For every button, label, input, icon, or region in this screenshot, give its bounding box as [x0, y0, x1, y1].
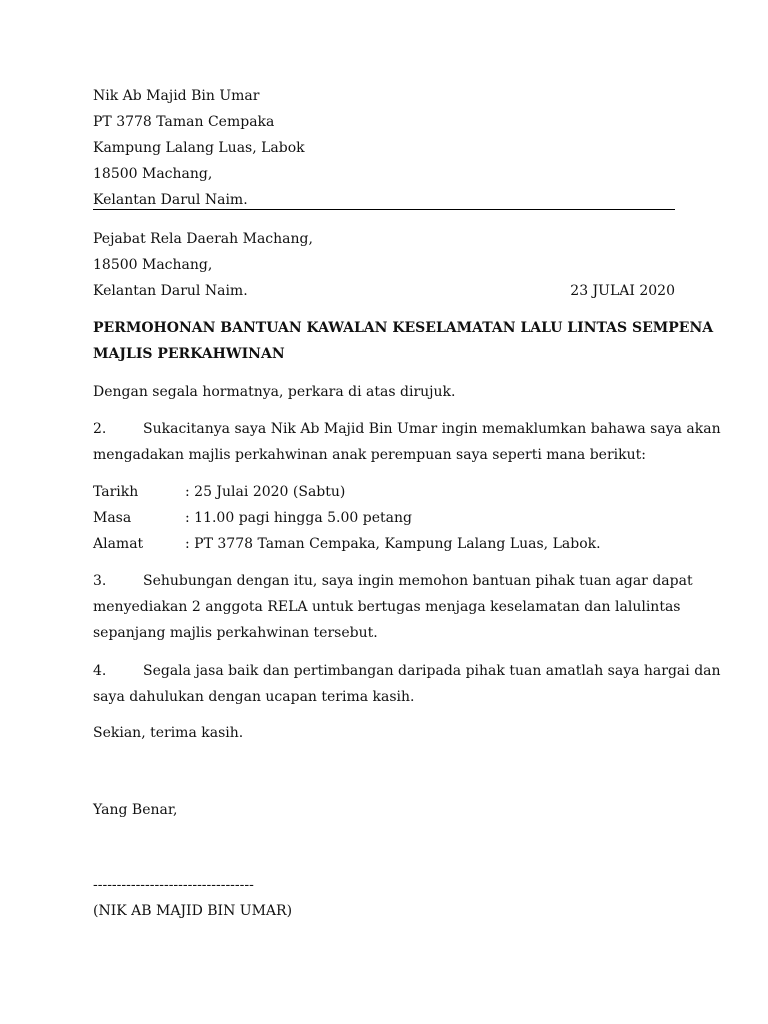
para4-line-1-text: Segala jasa baik dan pertimbangan daripada pihak tuan amatlah saya hargai dan — [143, 663, 721, 679]
detail-label: Alamat — [93, 536, 144, 552]
para3-line-2: menyediakan 2 anggota RELA untuk bertugas menjaga keselamatan dan lalulintas — [93, 599, 681, 615]
detail-label: Tarikh — [93, 484, 139, 500]
detail-value: : 11.00 pagi hingga 5.00 petang — [185, 510, 412, 526]
subject-line-1: PERMOHONAN BANTUAN KAWALAN KESELAMATAN LALU LINTAS SEMPENA — [93, 320, 714, 336]
letter-date: 23 JULAI 2020 — [570, 283, 675, 299]
para2-line-1 — [93, 420, 721, 438]
sender-name: Nik Ab Majid Bin Umar — [93, 88, 260, 104]
detail-row-time — [93, 509, 412, 527]
recipient-state: Kelantan Darul Naim. — [93, 283, 248, 299]
header-divider — [93, 209, 675, 210]
detail-row-date — [93, 483, 345, 501]
closing: Sekian, terima kasih. — [93, 725, 244, 741]
para3-line-1 — [93, 572, 693, 590]
detail-row-address — [93, 535, 601, 553]
detail-label: Masa — [93, 510, 132, 526]
para4-line-2: saya dahulukan dengan ucapan terima kasih. — [93, 689, 415, 705]
signoff: Yang Benar, — [93, 802, 178, 818]
para2-number: 2. — [93, 421, 107, 437]
para2-line-1-text: Sukacitanya saya Nik Ab Majid Bin Umar ingin memaklumkan bahawa saya akan — [143, 421, 721, 437]
sender-address-line-2: Kampung Lalang Luas, Labok — [93, 140, 305, 156]
letter-page — [93, 0, 721, 1024]
subject-line-2: MAJLIS PERKAHWINAN — [93, 346, 285, 362]
sender-address-line-1: PT 3778 Taman Cempaka — [93, 114, 275, 130]
greeting: Dengan segala hormatnya, perkara di atas dirujuk. — [93, 384, 456, 400]
para4-number: 4. — [93, 663, 107, 679]
detail-value: : PT 3778 Taman Cempaka, Kampung Lalang Luas, Labok. — [185, 536, 601, 552]
para4-line-1 — [93, 662, 721, 680]
recipient-postcode-city: 18500 Machang, — [93, 257, 213, 273]
recipient-office: Pejabat Rela Daerah Machang, — [93, 231, 313, 247]
para3-line-3: sepanjang majlis perkahwinan tersebut. — [93, 625, 378, 641]
para2-line-2: mengadakan majlis perkahwinan anak perempuan saya seperti mana berikut: — [93, 447, 646, 463]
sender-postcode-city: 18500 Machang, — [93, 166, 213, 182]
signature-name: (NIK AB MAJID BIN UMAR) — [93, 903, 293, 919]
detail-value: : 25 Julai 2020 (Sabtu) — [185, 484, 346, 500]
sender-state: Kelantan Darul Naim. — [93, 192, 248, 208]
signature-line: ---------------------------------- — [93, 877, 254, 893]
para3-line-1-text: Sehubungan dengan itu, saya ingin memohon bantuan pihak tuan agar dapat — [143, 573, 693, 589]
para3-number: 3. — [93, 573, 107, 589]
